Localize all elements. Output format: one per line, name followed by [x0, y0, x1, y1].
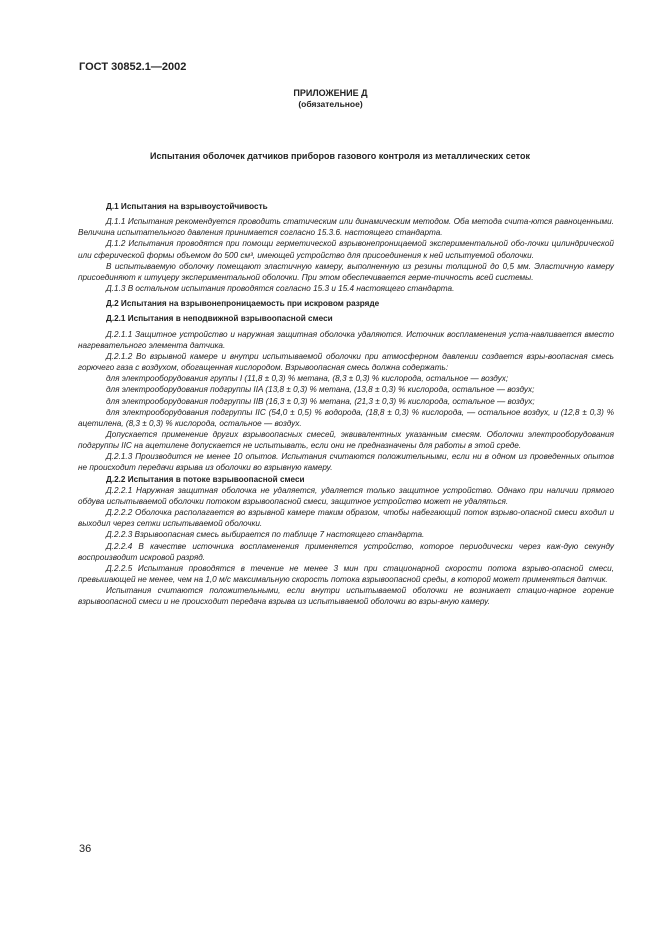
document-header-id: ГОСТ 30852.1—2002: [79, 61, 187, 73]
clause-d1-2-continued: В испытываемую оболочку помещают эластичную камеру, выполненную из резины толщиной до 0,5 мм. Эластичную камеру присоединяют к штуцеру экспериментальной оболочки. При этом обеспечивается гермe-тичность всей системы.: [78, 261, 614, 282]
clause-d2-2-5: Д.2.2.5 Испытания проводятся в течение не менее 3 мин при стационарной скорости потока взрыво-опасной смеси, превышающей не менее, чем на 1,0 м/с максимальную скорость потока взрывоопасной среды, в которой может применяться датчик.: [78, 563, 614, 584]
document-body: [78, 201, 614, 607]
mixture-subgroup-iic: для электрооборудования подгруппы IIC (54,0 ± 0,5) % водорода, (18,8 ± 0,3) % кислорода, — остальное воздух, и (12,8 ± 0,3) % ацетилена, (8,3 ± 0,3) % кислорода, остальное — воздух.: [78, 407, 614, 428]
clause-d2-1-1: Д.2.1.1 Защитное устройство и наружная защитная оболочка удаляются. Источник воспламенения уста-навливается вместо нагревательного элемента датчика.: [78, 329, 614, 350]
clause-d2-2-4: Д.2.2.4 В качестве источника воспламенения применяется устройство, которое периодически через каж-дую секунду воспроизводит искровой разряд.: [78, 541, 614, 562]
appendix-status: (обязательное): [298, 99, 363, 109]
mixture-group-i: для электрооборудования группы I (11,8 ± 0,3) % метана, (8,3 ± 0,3) % кислорода, остальное — воздух;: [106, 374, 509, 384]
clause-d1-1: Д.1.1 Испытания рекомендуется проводить статическим или динамическим методом. Оба метода счита-ются равноценными. Величина испытательного давления принимается согласно 15.3.6. настоящего стандарта.: [78, 217, 614, 238]
document-title: Испытания оболочек датчиков приборов газового контроля из металлических сеток: [150, 151, 530, 161]
clause-d2-1-2: Д.2.1.2 Во взрывной камере и внутри испытываемой оболочки при атмосферном давлении создается взры-воопасная смесь горючего газа с воздухом, обогащенная кислородом. Взрывоопасная смесь должна содержать:: [78, 351, 614, 373]
clause-d1-2: Д.1.2 Испытания проводятся при помощи герметической взрывонепроницаемой экспериментальной обо-лочки цилиндрической или сферической формы объемом до 500 см³, имеющей устройство для присоединения к ней испытуемой оболочки.: [78, 239, 614, 260]
mixture-subgroup-iia: для электрооборудования подгруппы IIA (13,8 ± 0,3) % метана, (13,8 ± 0,3) % кислорода, остальное — воздух;: [106, 385, 535, 395]
clause-d1-3: Д.1.3 В остальном испытания проводятся согласно 15.3 и 15.4 настоящего стандарта.: [106, 284, 455, 294]
mixture-subgroup-iib: для электрооборудования подгруппы IIB (16,3 ± 0,3) % метана, (21,3 ± 0,3) % кислорода, остальное — воздух;: [106, 396, 535, 406]
section-heading-d2: Д.2 Испытания на взрывонепроницаемость при искровом разряде: [106, 299, 380, 309]
page-number: 36: [79, 843, 92, 855]
appendix-title: ПРИЛОЖЕНИЕ Д: [293, 88, 368, 98]
section-heading-d2-2: Д.2.2 Испытания в потоке взрывоопасной смеси: [106, 474, 305, 484]
clause-d2-1-3: Д.2.1.3 Производится не менее 10 опытов. Испытания считаются положительными, если ни в одном из проведенных опытов не происходит передачи взрыва из оболочки во взрывную камеру.: [78, 452, 614, 473]
section-heading-d1: Д.1 Испытания на взрывоустойчивость: [106, 202, 268, 211]
clause-d2-2-3: Д.2.2.3 Взрывоопасная смесь выбирается по таблице 7 настоящего стандарта.: [106, 530, 425, 540]
clause-d2-2-1: Д.2.2.1 Наружная защитная оболочка не удаляется, удаляется только защитное устройство. Однако при наличии прямого обдува испытываемой оболочки потоком взрывоопасной смеси, защитное устройство может не удаляться.: [78, 485, 614, 506]
clause-d2-2-2: Д.2.2.2 Оболочка располагается во взрывной камере таким образом, чтобы набегающий поток взрыво-опасной смеси входил и выходил через сетки испытываемой оболочки.: [78, 508, 614, 529]
section-heading-d2-1: Д.2.1 Испытания в неподвижной взрывоопасной смеси: [106, 314, 333, 324]
mixture-note: Допускается применение других взрывоопасных смесей, эквивалентных указанным смесям. Оболочки электрооборудования подгруппы IIC на ацетилене допускается не испытывать, если они не предназначены для работы в этой среде.: [78, 429, 614, 451]
clause-d2-2-5-continued: Испытания считаются положительными, если внутри испытываемой оболочки не возникает стацио-нарное горение взрывоопасной смеси и не происходит передача взрыва из испытываемой оболочки во взры-вную камеру.: [78, 586, 614, 607]
